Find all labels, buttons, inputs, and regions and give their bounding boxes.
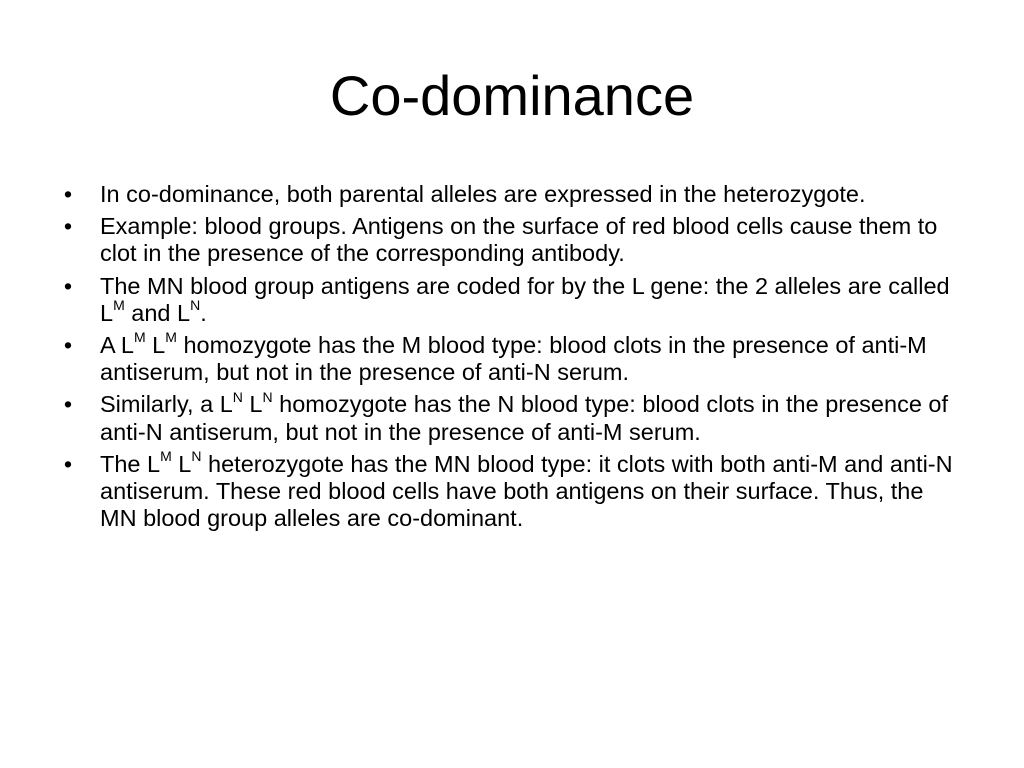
allele-superscript: M [160, 448, 172, 464]
bullet-text-part: L [171, 450, 192, 477]
bullet-text-part: The L [100, 450, 161, 477]
allele-superscript: M [133, 329, 146, 346]
bullet-icon: • [63, 181, 73, 207]
bullet-item [58, 213, 958, 267]
bullet-icon: • [63, 213, 73, 240]
bullet-text-part: A L [100, 332, 134, 359]
bullet-item [58, 181, 958, 208]
bullet-item [58, 448, 958, 533]
bullet-text [100, 273, 950, 326]
allele-superscript: M [165, 329, 177, 346]
bullet-list [58, 181, 958, 537]
bullet-text-part: The MN blood group antigens are coded for by the L gene: the 2 alleles are called L [100, 272, 950, 326]
bullet-icon: • [63, 272, 73, 299]
bullet-text-part: homozygote has the M blood type: blood clots in the presence of anti-M antiserum, but not in the presence of anti-N serum. [100, 332, 927, 386]
allele-superscript: M [113, 296, 125, 313]
bullet-text [100, 388, 949, 445]
bullet-text-part: L [145, 332, 166, 359]
bullet-text-part: L [242, 391, 263, 418]
bullet-text-part: and L [124, 299, 191, 326]
bullet-item [58, 388, 958, 445]
allele-superscript: N [190, 296, 201, 313]
allele-superscript: N [262, 388, 273, 405]
bullet-icon: • [63, 450, 73, 477]
allele-superscript: N [232, 388, 243, 405]
bullet-text: Example: blood groups. Antigens on the surface of red blood cells cause them to clot in the presence of the corresponding antibody. [100, 213, 938, 267]
bullet-text [100, 329, 927, 386]
bullet-text-part: heterozygote has the MN blood type: it clots with both anti-M and anti-N antiserum. These red blood cells have both antigens on their surface. Thus, the MN blood group alleles are co-dominant. [100, 450, 953, 532]
bullet-text: In co-dominance, both parental alleles are expressed in the heterozygote. [100, 181, 866, 207]
allele-superscript: N [191, 448, 202, 464]
bullet-text-part: homozygote has the N blood type: blood clots in the presence of anti-N antiserum, but not in the presence of anti-M serum. [100, 391, 949, 445]
slide-title: Co-dominance [329, 64, 695, 127]
bullet-text-part: . [200, 299, 207, 326]
bullet-text-part: Similarly, a L [100, 391, 233, 418]
bullet-item [58, 329, 958, 386]
bullet-text [100, 448, 953, 532]
bullet-icon: • [63, 391, 73, 418]
bullet-item [58, 273, 958, 327]
bullet-icon: • [63, 332, 73, 359]
